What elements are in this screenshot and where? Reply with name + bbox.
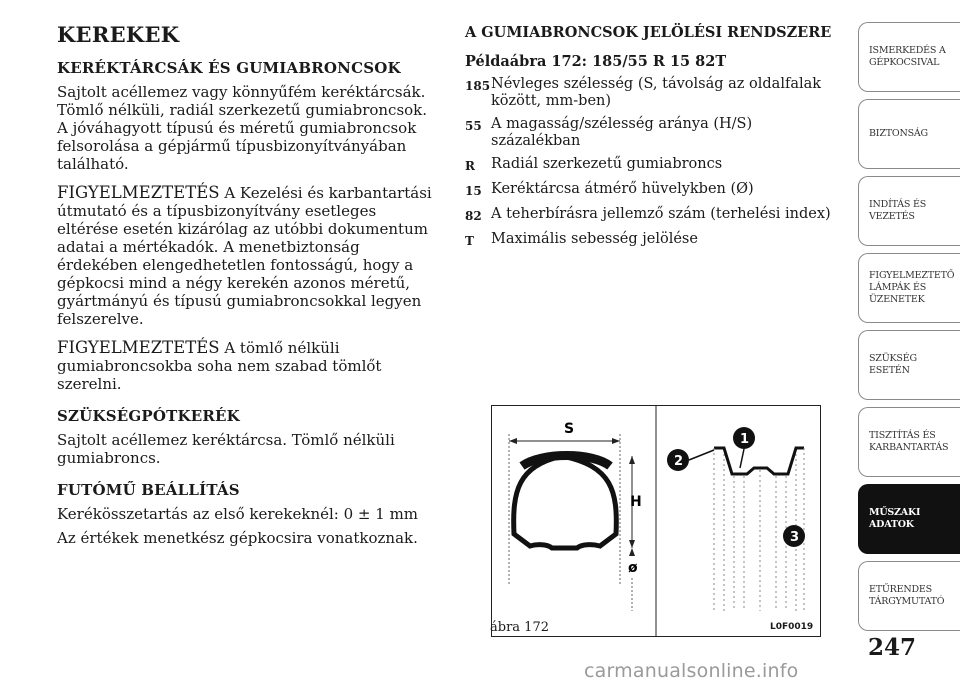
paragraph-rims: Sajtolt acéllemez vagy könnyűfém keréktárcsák. Tömlő nélküli, radiál szerkezetű gumiabroncsok. A jóváhagyott típusú és méretű gumiabroncsok felsorolása a gépjármű típusbizonyítványában található. [57, 83, 428, 173]
figure-caption: ábra 172 [490, 620, 549, 635]
callout-2-label: 2 [674, 454, 684, 469]
warning-2 [57, 339, 437, 393]
label-diameter: ø [628, 560, 638, 576]
tab-label: FIGYELMEZTETŐ LÁMPÁK ÉS ÜZENETEK [869, 270, 955, 305]
heading-spare: SZÜKSÉGPÓTKERÉK [57, 407, 240, 425]
arrow-left-icon [509, 438, 517, 444]
tab-targymutato[interactable] [858, 561, 960, 631]
tab-label: BIZTONSÁG [869, 128, 928, 139]
code-label: 185 [465, 79, 491, 93]
list-item [465, 181, 845, 200]
list-item [465, 231, 845, 250]
marking-title: A GUMIABRONCSOK JELÖLÉSI RENDSZERE [465, 24, 832, 41]
tab-label: SZÜKSÉG ESETÉN [869, 353, 917, 376]
arrow-up-icon [629, 548, 635, 556]
list-item [465, 156, 845, 175]
paragraph-alignment-1: Kerékösszetartás az első kerekeknél: 0 ± 1 mm [57, 505, 419, 523]
tab-szukseg[interactable] [858, 330, 960, 400]
marking-example: Példaábra 172: 185/55 R 15 82T [465, 53, 727, 70]
left-column [57, 22, 437, 558]
code-description: A teherbírásra jellemző szám (terhelési index) [491, 206, 831, 222]
warning-2-text: A tömlő nélküli gumiabroncsokba soha nem szabad tömlőt szerelni. [57, 339, 382, 393]
tab-inditas[interactable] [858, 176, 960, 246]
tire-section [514, 456, 617, 548]
tab-label: INDÍTÁS ÉS VEZETÉS [869, 199, 927, 222]
code-description: Radiál szerkezetű gumiabroncs [491, 156, 723, 172]
code-label: R [465, 159, 475, 173]
list-item [465, 206, 845, 225]
code-label: 82 [465, 209, 482, 223]
code-label: 15 [465, 184, 482, 198]
tire-diagram-svg [492, 406, 820, 636]
callout-1-leader [740, 449, 744, 468]
list-item [465, 116, 845, 150]
arrow-up-icon [629, 456, 635, 464]
code-description: Keréktárcsa átmérő hüvelykben (Ø) [491, 181, 754, 197]
tab-tisztitas[interactable] [858, 407, 960, 477]
page-number: 247 [868, 634, 917, 661]
tab-ismerkedes[interactable] [858, 22, 960, 92]
tab-biztonsag[interactable] [858, 99, 960, 169]
section-title: KEREKEK [57, 22, 180, 47]
label-s: S [564, 421, 575, 437]
tab-label: MŰSZAKI ADATOK [869, 507, 921, 530]
callout-3-label: 3 [790, 530, 800, 545]
tab-figyelmezteto[interactable] [858, 253, 960, 323]
tab-label: ISMERKEDÉS A GÉPKOCSIVAL [869, 45, 946, 68]
warning-1-text: A Kezelési és karbantartási útmutató és a típusbizonyítvány esetleges eltérése esetén kizárólag az utóbbi dokumentum adatai a mértékadók. A menetbiztonság érdekében elengedhetetlen fontosságú, hogy a gépkocsi mind a négy kerekén azonos méretű, gyártmányú és típusú gumiabroncsokkal legyen felszerelve. [57, 184, 432, 328]
code-description: Névleges szélesség (S, távolság az oldalfalak között, mm-ben) [491, 76, 822, 109]
warning-1-heading: FIGYELMEZTETÉS [57, 183, 220, 202]
heading-rims: KERÉKTÁRCSÁK ÉS GUMIABRONCSOK [57, 59, 401, 77]
tab-label: TISZTÍTÁS ÉS KARBANTARTÁS [869, 430, 949, 453]
arrow-down-icon [629, 540, 635, 548]
warning-2-heading: FIGYELMEZTETÉS [57, 338, 220, 357]
code-list [465, 76, 845, 250]
tab-muszaki-adatok[interactable] [858, 484, 960, 554]
callout-2-leader [689, 450, 714, 460]
list-item [465, 76, 845, 110]
label-h: H [630, 494, 642, 510]
code-label: T [465, 234, 474, 248]
heading-alignment: FUTÓMŰ BEÁLLÍTÁS [57, 481, 240, 499]
warning-1 [57, 184, 437, 328]
rim-profile [714, 448, 804, 474]
code-description: A magasság/szélesség aránya (H/S) százalékban [491, 116, 753, 149]
tire-diagram [491, 405, 821, 637]
paragraph-spare: Sajtolt acéllemez keréktárcsa. Tömlő nélküli gumiabroncs. [57, 431, 395, 467]
paragraph-alignment-2: Az értékek menetkész gépkocsira vonatkoznak. [57, 529, 418, 547]
callout-1-label: 1 [740, 432, 750, 447]
code-description: Maximális sebesség jelölése [491, 231, 698, 247]
arrow-right-icon [612, 438, 620, 444]
tab-label: ETŰRENDES TÁRGYMUTATÓ [869, 584, 945, 607]
figure-id: L0F0019 [770, 622, 814, 632]
chapter-tabs [858, 22, 960, 638]
code-label: 55 [465, 119, 482, 133]
watermark: carmanualsonline.info [584, 660, 799, 682]
middle-column [465, 24, 845, 256]
